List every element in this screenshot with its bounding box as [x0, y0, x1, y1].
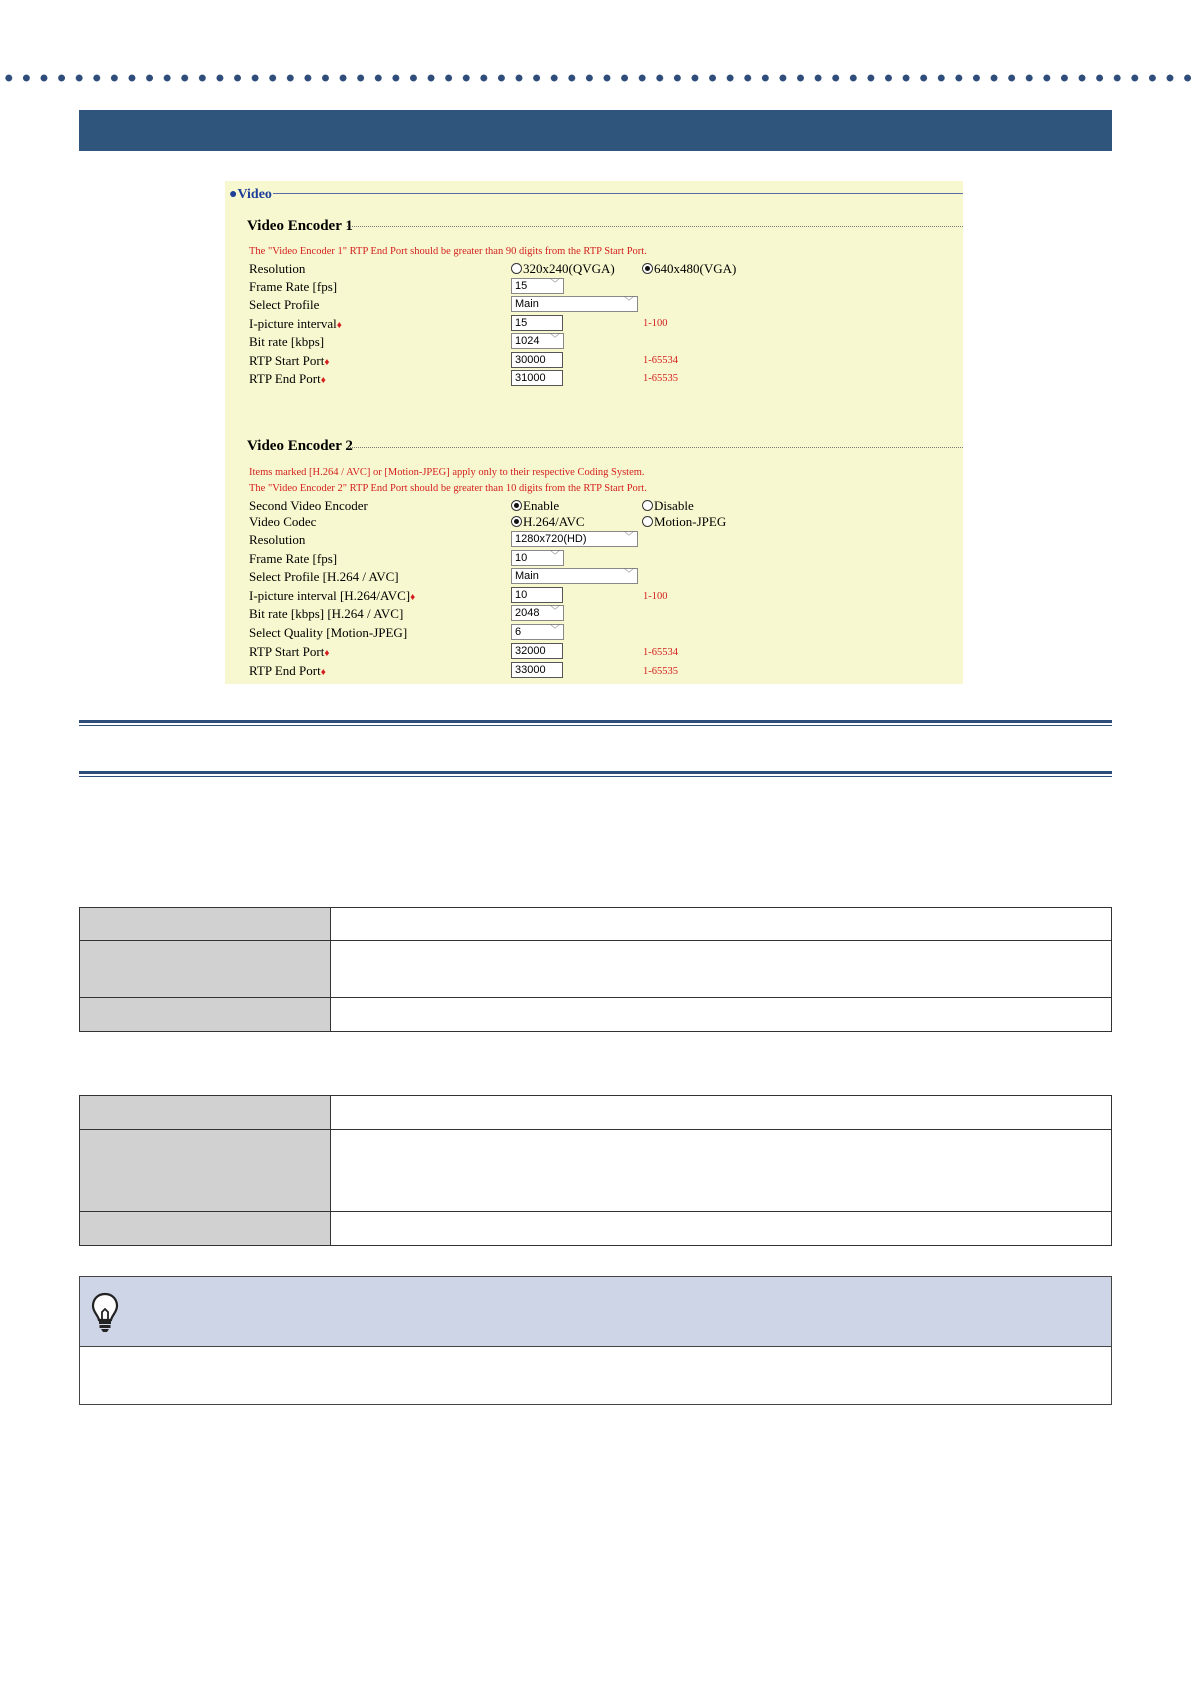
enc2-second-disable[interactable]: Disable	[642, 498, 694, 514]
radio-icon[interactable]	[642, 500, 653, 511]
tip-box-body	[79, 1346, 1112, 1405]
chevron-down-icon: ﹀	[550, 606, 560, 617]
encoder2-warning-2: The "Video Encoder 2" RTP End Port should be greater than 10 digits from the RTP Start Port.	[249, 483, 647, 494]
section-divider-lower	[79, 771, 1112, 777]
enc2-resolution-select[interactable]: 1280x720(HD) ﹀	[511, 531, 638, 547]
enc2-framerate-select[interactable]: 10 ﹀	[511, 550, 564, 566]
table-row	[80, 1130, 1112, 1212]
enc1-rtpstart-range: 1-65534	[643, 355, 678, 366]
chevron-down-icon: ﹀	[550, 551, 560, 562]
enc2-ipicture-label: I-picture interval [H.264/AVC]♦	[249, 588, 416, 603]
enc2-profile-select[interactable]: Main ﹀	[511, 568, 638, 584]
radio-selected-icon[interactable]	[511, 516, 522, 527]
enc2-codec-h264[interactable]: H.264/AVC	[511, 514, 585, 530]
chevron-down-icon: ﹀	[624, 569, 634, 580]
settings-table-2	[79, 1095, 1112, 1246]
chevron-down-icon: ﹀	[550, 625, 560, 636]
required-mark: ♦	[324, 648, 330, 659]
enc2-second-label: Second Video Encoder	[249, 498, 368, 513]
radio-icon[interactable]	[511, 263, 522, 274]
enc1-rtpend-range: 1-65535	[643, 373, 678, 384]
table-row	[80, 1212, 1112, 1246]
table-row	[80, 941, 1112, 998]
enc1-ipicture-label: I-picture interval♦	[249, 316, 342, 331]
enc1-ipicture-input[interactable]: 15	[511, 315, 563, 331]
enc2-codec-mjpeg[interactable]: Motion-JPEG	[642, 514, 726, 530]
enc2-rtpstart-label: RTP Start Port♦	[249, 644, 330, 659]
section-title-bar	[79, 110, 1112, 151]
section-divider-upper	[79, 720, 1112, 726]
enc2-rtpend-input[interactable]: 33000	[511, 662, 563, 678]
enc1-bitrate-label: Bit rate [kbps]	[249, 334, 325, 349]
encoder2-divider	[347, 447, 963, 448]
video-settings-panel	[225, 181, 963, 684]
enc1-framerate-label: Frame Rate [fps]	[249, 279, 338, 294]
enc2-framerate-label: Frame Rate [fps]	[249, 551, 338, 566]
table-row	[80, 998, 1112, 1032]
radio-selected-icon[interactable]	[511, 500, 522, 511]
enc2-ipicture-range: 1-100	[643, 591, 668, 602]
enc1-rtpend-label: RTP End Port♦	[249, 371, 326, 386]
enc2-rtpend-range: 1-65535	[643, 666, 678, 677]
enc2-bitrate-select[interactable]: 2048 ﹀	[511, 605, 564, 621]
enc2-rtpend-label: RTP End Port♦	[249, 663, 326, 678]
table-row	[80, 908, 1112, 941]
radio-selected-icon[interactable]	[642, 263, 653, 274]
enc2-quality-label: Select Quality [Motion-JPEG]	[249, 625, 408, 640]
enc2-codec-label: Video Codec	[249, 514, 317, 529]
table-row	[80, 1096, 1112, 1130]
enc1-bitrate-select[interactable]: 1024 ﹀	[511, 333, 564, 349]
chevron-down-icon: ﹀	[550, 334, 560, 345]
enc2-quality-select[interactable]: 6 ﹀	[511, 624, 564, 640]
chevron-down-icon: ﹀	[624, 297, 634, 308]
video-section-title: ●Video	[229, 187, 272, 202]
settings-table-1	[79, 907, 1112, 1032]
radio-icon[interactable]	[642, 516, 653, 527]
enc2-ipicture-input[interactable]: 10	[511, 587, 563, 603]
enc1-rtpend-input[interactable]: 31000	[511, 370, 563, 386]
enc2-profile-label: Select Profile [H.264 / AVC]	[249, 569, 399, 584]
enc1-rtpstart-label: RTP Start Port♦	[249, 353, 330, 368]
encoder2-title: Video Encoder 2	[247, 438, 353, 454]
enc2-second-enable[interactable]: Enable	[511, 498, 559, 514]
encoder2-warning-1: Items marked [H.264 / AVC] or [Motion-JPEG] apply only to their respective Coding System.	[249, 467, 645, 478]
enc2-rtpstart-input[interactable]: 32000	[511, 643, 563, 659]
required-mark: ♦	[336, 320, 342, 331]
enc1-resolution-vga[interactable]: 640x480(VGA)	[642, 261, 736, 277]
required-mark: ♦	[320, 375, 326, 386]
enc1-resolution-qvga[interactable]: 320x240(QVGA)	[511, 261, 615, 277]
section-divider	[273, 193, 963, 194]
enc1-profile-select[interactable]: Main ﹀	[511, 296, 638, 312]
enc1-ipicture-range: 1-100	[643, 318, 668, 329]
enc1-profile-label: Select Profile	[249, 297, 320, 312]
chevron-down-icon: ﹀	[624, 532, 634, 543]
enc1-rtpstart-input[interactable]: 30000	[511, 352, 563, 368]
required-mark: ♦	[410, 592, 416, 603]
enc2-bitrate-label: Bit rate [kbps] [H.264 / AVC]	[249, 606, 404, 621]
lightbulb-icon	[90, 1291, 120, 1333]
enc2-resolution-label: Resolution	[249, 532, 306, 547]
encoder1-title: Video Encoder 1	[247, 218, 353, 234]
required-mark: ♦	[324, 357, 330, 368]
enc1-resolution-label: Resolution	[249, 261, 306, 276]
dotted-top-border	[0, 73, 1191, 83]
encoder1-divider	[347, 226, 963, 227]
enc1-framerate-select[interactable]: 15 ﹀	[511, 278, 564, 294]
enc2-rtpstart-range: 1-65534	[643, 647, 678, 658]
chevron-down-icon: ﹀	[550, 279, 560, 290]
encoder1-warning: The "Video Encoder 1" RTP End Port should be greater than 90 digits from the RTP Start Port.	[249, 246, 647, 257]
tip-box-header	[79, 1276, 1112, 1347]
required-mark: ♦	[320, 667, 326, 678]
